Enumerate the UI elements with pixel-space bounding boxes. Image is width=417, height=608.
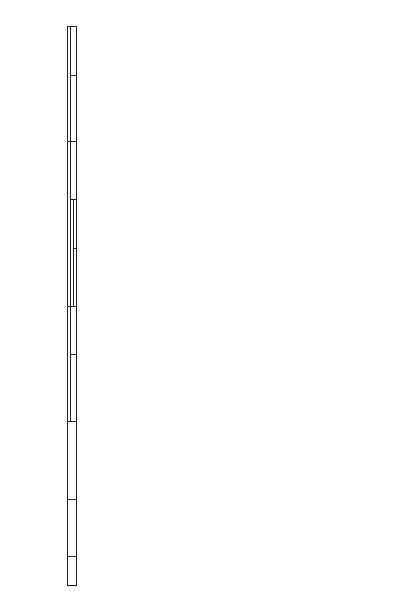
col-field <box>68 421 77 499</box>
col-mid-dev <box>74 200 77 249</box>
col-outer-nom <box>71 355 77 422</box>
col-inner-nom <box>71 75 77 142</box>
col-outer-dev <box>71 306 77 355</box>
rotated-page <box>19 26 399 586</box>
col-name <box>68 557 77 586</box>
col-type <box>68 499 77 557</box>
col-mid-worn <box>71 142 77 200</box>
gauge-table <box>67 26 77 586</box>
col-inner-dev <box>71 27 77 76</box>
col-mid-nom <box>74 248 77 306</box>
